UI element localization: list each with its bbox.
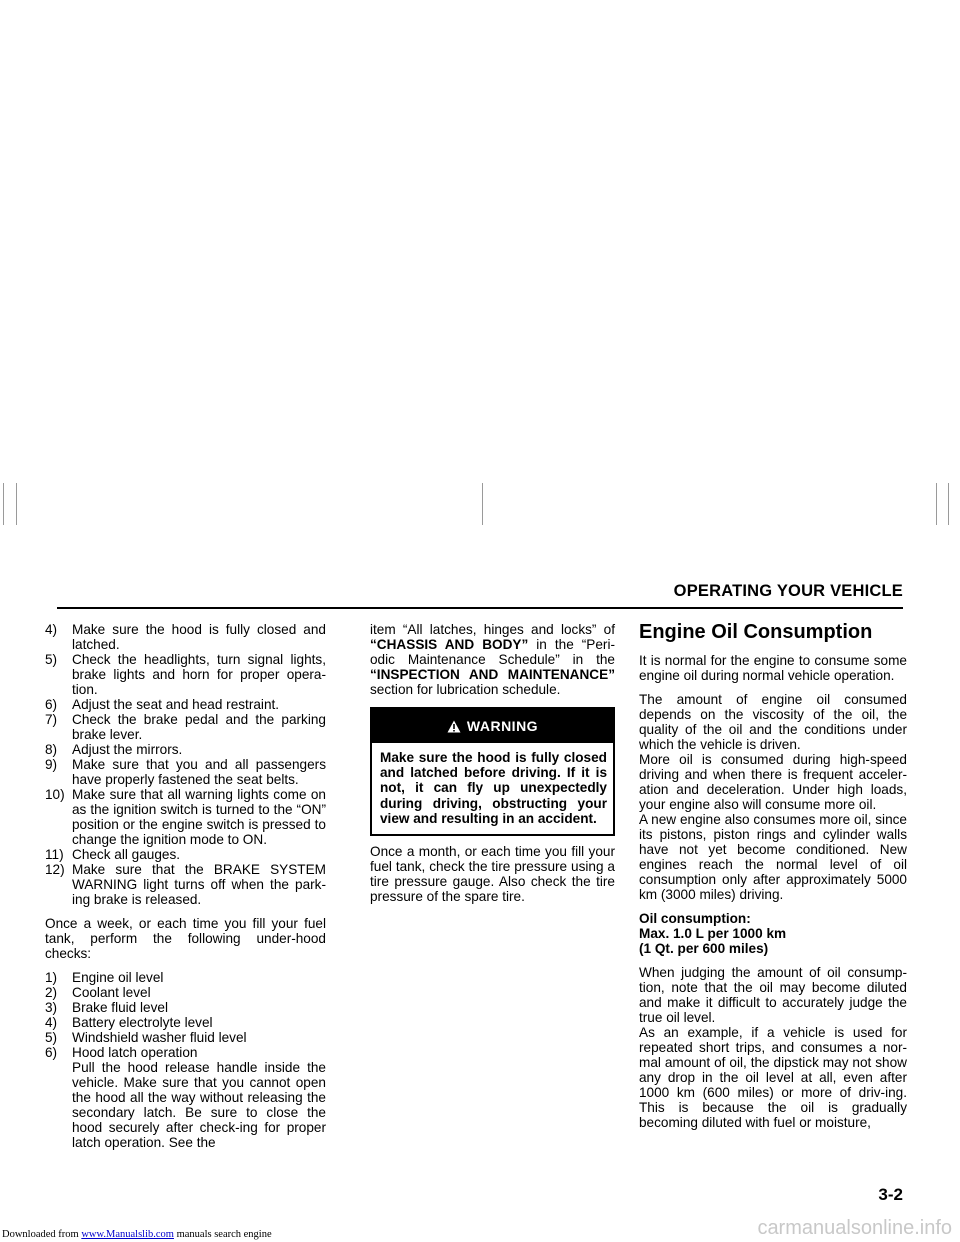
list-item: 6) Hood latch operation [45,1045,198,1060]
paragraph: The amount of engine oil consumed depends on the viscosity of the oil, the quality of the oil and the conditions under which the vehicle is driven. [639,692,907,752]
warning-header [372,709,613,743]
section-heading: Engine Oil Consumption [639,621,873,643]
manualslib-link[interactable]: www.Manualslib.com [81,1229,174,1240]
paragraph: More oil is consumed during high-speed driving and when there is frequent acceler-ation and deceleration. Under high loads, your engine also will consume more oil. [639,752,907,812]
list-item: 5) Check the headlights, turn signal lights, brake lights and horn for proper opera-tion. [45,652,326,697]
download-footer: Downloaded from www.Manualslib.com manuals search engine [2,1229,272,1240]
crop-mark [482,483,483,525]
crop-mark [936,483,937,525]
list-item: 4) Make sure the hood is fully closed and latched. [45,622,326,652]
list-item-continuation: Pull the hood release handle inside the vehicle. Make sure that you cannot open the hood all the way without releasing the secondary latch. Be sure to close the hood securely after check-ing for proper latch operation. See the [72,1060,326,1150]
spec-value-imperial: (1 Qt. per 600 miles) [639,941,769,956]
section-title: OPERATING YOUR VEHICLE [673,582,903,600]
paragraph: It is normal for the engine to consume some engine oil during normal vehicle operation. [639,653,907,683]
crop-mark [948,483,949,525]
crop-mark [16,483,17,525]
column-left [45,622,326,1150]
warning-triangle-icon [447,720,461,733]
list-item: 8) Adjust the mirrors. [45,742,183,757]
page-number: 3-2 [878,1185,903,1204]
list-item: 5) Windshield washer fluid level [45,1030,247,1045]
list-item: 12) Make sure that the BRAKE SYSTEM WARNING light turns off when the park-ing brake is released. [45,862,326,907]
list-item: 10) Make sure that all warning lights come on as the ignition switch is turned to the “ON” position or the engine switch is pressed to change the ignition mode to ON. [45,787,326,847]
list-item: 2) Coolant level [45,985,151,1000]
checklist [45,622,326,907]
header-rule [57,607,903,609]
list-item: 4) Battery electrolyte level [45,1015,213,1030]
list-item: 1) Engine oil level [45,970,164,985]
list-item: 6) Adjust the seat and head restraint. [45,697,280,712]
list-item: 11) Check all gauges. [45,847,181,862]
warning-box [370,707,615,836]
list-item: 7) Check the brake pedal and the parking brake lever. [45,712,326,742]
paragraph-monthly-checks: Once a month, or each time you fill your fuel tank, check the tire pressure using a tire pressure gauge. Also check the tire pressure of the spare tire. [370,844,615,905]
underhood-checklist [45,970,326,1150]
paragraph: A new engine also consumes more oil, since its pistons, piston rings and cylinder walls have not yet become conditioned. New engines reach the normal level of oil consumption only after approximately 5000 km (3000 miles) driving. [639,812,907,902]
crop-mark [3,483,4,525]
spec-label: Oil consumption: [639,911,751,926]
paragraph-weekly-checks: Once a week, or each time you fill your fuel tank, perform the following under-hood checks: [45,916,326,961]
warning-text: Make sure the hood is fully closed and latched before driving. If it is not, it can fly up unexpectedly during driving, obstructing your view and resulting in an accident. [380,750,607,826]
paragraph: As an example, if a vehicle is used for repeated short trips, and consumes a nor-mal amount of oil, the dipstick may not show any drop in the oil level at all, even after 1000 km (600 miles) or more of driv-ing. This is because the oil is gradually becoming diluted with fuel or moisture, [639,1025,907,1130]
list-item: 3) Brake fluid level [45,1000,168,1015]
paragraph: When judging the amount of oil consump-tion, note that the oil may become diluted and make it difficult to accurately judge the true oil level. [639,965,907,1025]
column-right [639,620,907,1130]
spec-value: Max. 1.0 L per 1000 km [639,926,787,941]
watermark: carmanualsonline.info [757,1217,952,1239]
warning-label: WARNING [466,717,539,734]
list-item: 9) Make sure that you and all passengers have properly fastened the seat belts. [45,757,326,787]
column-middle [370,622,615,904]
paragraph-continuation: item “All latches, hinges and locks” of “CHASSIS AND BODY” in the “Peri-odic Maintenance Schedule” in the “INSPECTION AND MAINTENANCE” section for lubrication schedule. [370,622,615,697]
